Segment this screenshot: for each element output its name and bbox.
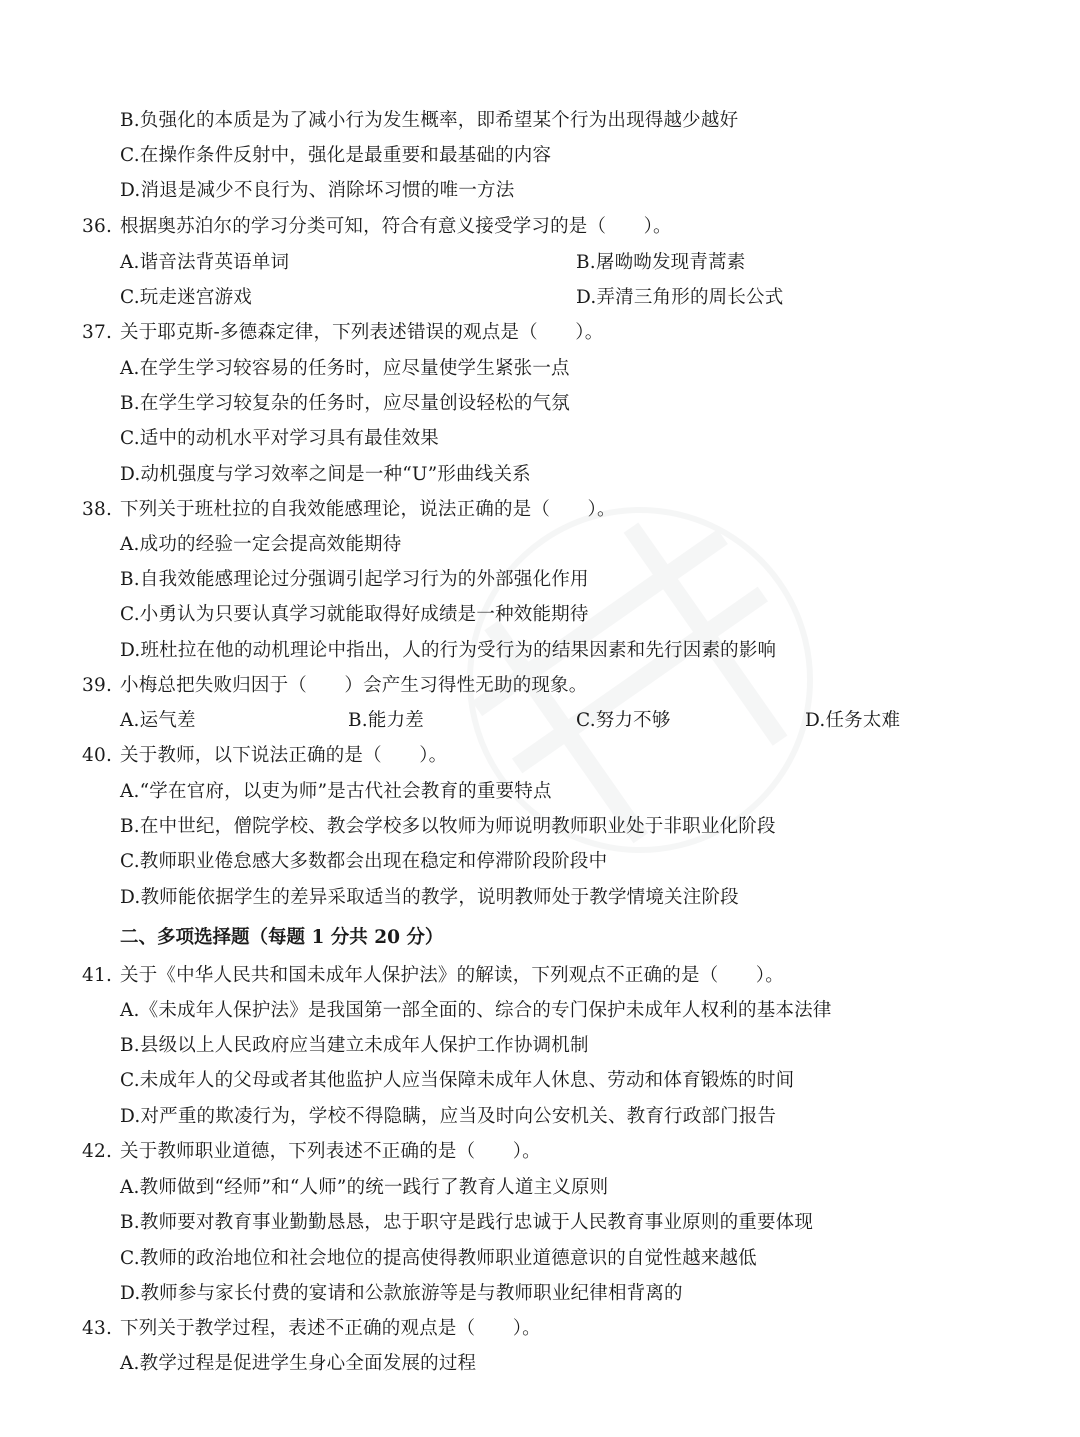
q36-stem: 根据奥苏泊尔的学习分类可知，符合有意义接受学习的是（ ）。 (120, 216, 672, 237)
q40-number: 40. (82, 745, 113, 766)
q42-option-a: A.教师做到“经师”和“人师”的统一践行了教育人道主义原则 (120, 1177, 609, 1198)
q38-number: 38. (82, 499, 113, 520)
q40-option-c: C.教师职业倦怠感大多数都会出现在稳定和停滞阶段阶段中 (120, 851, 608, 872)
q41-option-d: D.对严重的欺凌行为，学校不得隐瞒，应当及时向公安机关、教育行政部门报告 (120, 1106, 777, 1127)
q35-option-c: C.在操作条件反射中，强化是最重要和最基础的内容 (120, 145, 552, 166)
q40-stem: 关于教师，以下说法正确的是（ ）。 (120, 745, 448, 766)
section-heading: 二、多项选择题（每题 1 分共 20 分） (120, 927, 444, 948)
q43-option-a: A.教学过程是促进学生身心全面发展的过程 (120, 1353, 477, 1374)
q39-option-d: D.任务太难 (805, 710, 901, 731)
q42-stem: 关于教师职业道德，下列表述不正确的是（ ）。 (120, 1141, 541, 1162)
q39-option-a: A.运气差 (120, 710, 196, 731)
q40-option-b: B.在中世纪，僧院学校、教会学校多以牧师为师说明教师职业处于非职业化阶段 (120, 816, 776, 837)
q35-option-b: B.负强化的本质是为了减小行为发生概率，即希望某个行为出现得越少越好 (120, 110, 739, 131)
q38-option-b: B.自我效能感理论过分强调引起学习行为的外部强化作用 (120, 569, 589, 590)
q36-number: 36. (82, 216, 113, 237)
q39-stem: 小梅总把失败归因于（ ）会产生习得性无助的现象。 (120, 675, 588, 696)
q41-stem: 关于《中华人民共和国未成年人保护法》的解读，下列观点不正确的是（ ）。 (120, 965, 784, 986)
q38-option-c: C.小勇认为只要认真学习就能取得好成绩是一种效能期待 (120, 604, 589, 625)
q37-option-b: B.在学生学习较复杂的任务时，应尽量创设轻松的气氛 (120, 393, 570, 414)
q42-option-b: B.教师要对教育事业勤勤恳恳，忠于职守是践行忠诚于人民教育事业原则的重要体现 (120, 1212, 814, 1233)
q41-number: 41. (82, 965, 113, 986)
q41-option-a: A.《未成年人保护法》是我国第一部全面的、综合的专门保护未成年人权利的基本法律 (120, 1000, 832, 1021)
q39-option-c: C.努力不够 (576, 710, 671, 731)
q43-number: 43. (82, 1318, 113, 1339)
q38-stem: 下列关于班杜拉的自我效能感理论，说法正确的是（ ）。 (120, 499, 616, 520)
q39-number: 39. (82, 675, 113, 696)
q36-option-d: D.弄清三角形的周长公式 (576, 287, 784, 308)
q37-stem: 关于耶克斯-多德森定律，下列表述错误的观点是（ ）。 (120, 322, 604, 343)
q37-number: 37. (82, 322, 113, 343)
q35-option-d: D.消退是减少不良行为、消除坏习惯的唯一方法 (120, 180, 515, 201)
q42-number: 42. (82, 1141, 113, 1162)
q37-option-c: C.适中的动机水平对学习具有最佳效果 (120, 428, 439, 449)
q38-option-a: A.成功的经验一定会提高效能期待 (120, 534, 402, 555)
q42-option-d: D.教师参与家长付费的宴请和公款旅游等是与教师职业纪律相背离的 (120, 1283, 683, 1304)
q40-option-a: A.“学在官府，以吏为师”是古代社会教育的重要特点 (120, 781, 552, 802)
q43-stem: 下列关于教学过程，表述不正确的观点是（ ）。 (120, 1318, 541, 1339)
q41-option-c: C.未成年人的父母或者其他监护人应当保障未成年人休息、劳动和体育锻炼的时间 (120, 1070, 795, 1091)
q40-option-d: D.教师能依据学生的差异采取适当的教学，说明教师处于教学情境关注阶段 (120, 887, 739, 908)
q39-option-b: B.能力差 (348, 710, 424, 731)
q37-option-d: D.动机强度与学习效率之间是一种“U”形曲线关系 (120, 464, 531, 485)
q42-option-c: C.教师的政治地位和社会地位的提高使得教师职业道德意识的自觉性越来越低 (120, 1248, 757, 1269)
q37-option-a: A.在学生学习较容易的任务时，应尽量使学生紧张一点 (120, 358, 570, 379)
q36-option-b: B.屠呦呦发现青蒿素 (576, 252, 746, 273)
q36-option-c: C.玩走迷宫游戏 (120, 287, 252, 308)
q36-option-a: A.谐音法背英语单词 (120, 252, 290, 273)
q38-option-d: D.班杜拉在他的动机理论中指出，人的行为受行为的结果因素和先行因素的影响 (120, 640, 777, 661)
q41-option-b: B.县级以上人民政府应当建立未成年人保护工作协调机制 (120, 1035, 589, 1056)
